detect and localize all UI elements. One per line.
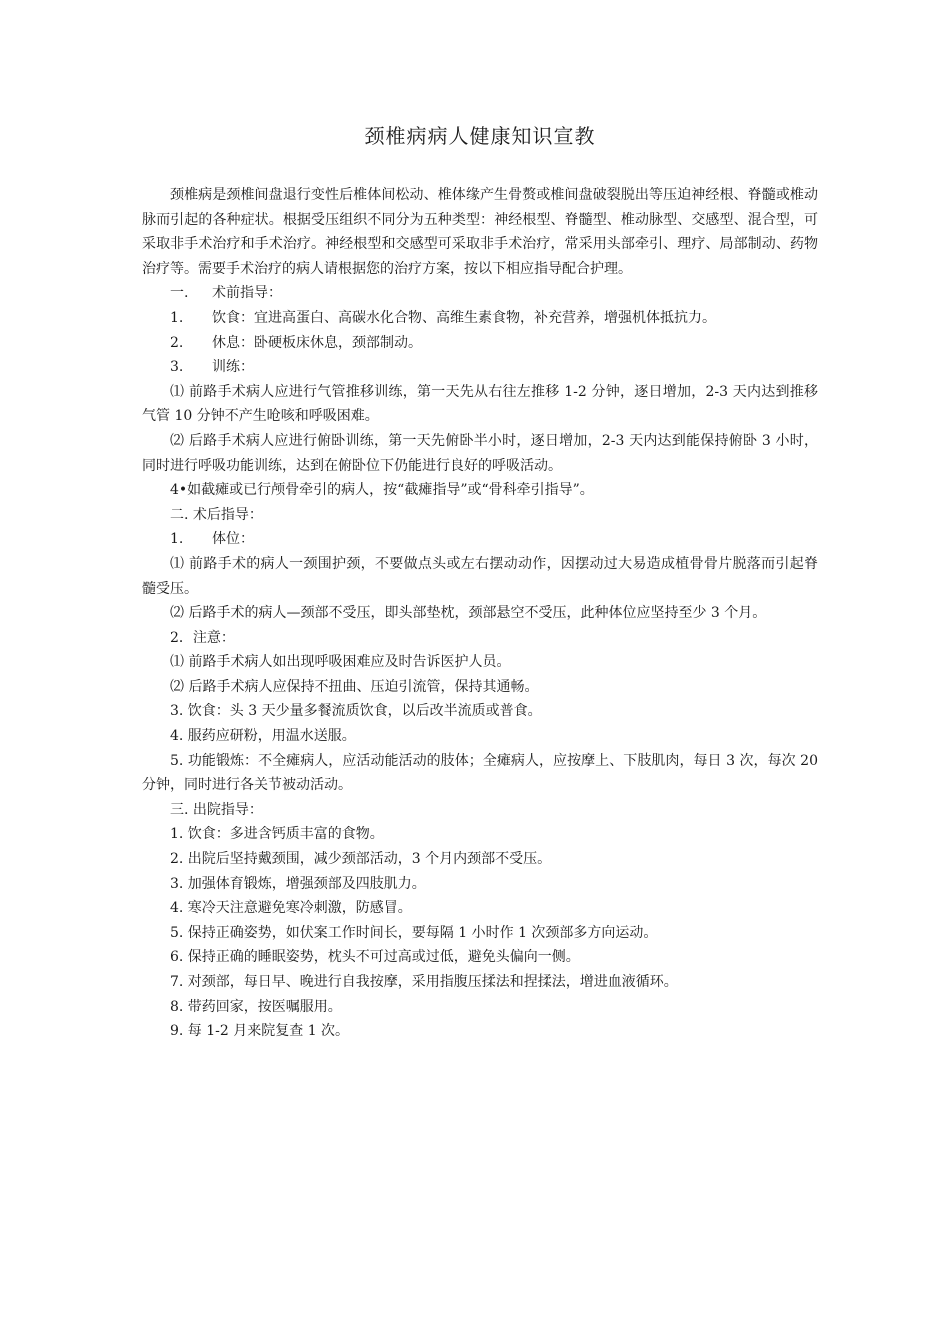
section-3-item: 4. 寒冷天注意避免寒冷刺激，防感冒。 <box>170 900 412 917</box>
section-2-item-1 <box>142 527 818 552</box>
section-3-item: 7. 对颈部，每日早、晚进行自我按摩，采用指腹压揉法和捏揉法，增进血液循环。 <box>170 974 678 990</box>
section-2-item-4: 4. 服药应研粉，用温水送服。 <box>170 728 356 745</box>
section-1-item-3 <box>142 355 818 380</box>
item-text: 体位： <box>212 531 254 548</box>
section-1-item-3a: ⑴ 前路手术病人应进行气管推移训练，第一天先从右往左推移 1-2 分钟，逐日增加，2-3 天内达到推移气管 10 分钟不产生呛咳和呼吸困难。 <box>142 383 818 425</box>
item-text: 训练： <box>212 359 254 376</box>
section-2-item-1b: ⑵ 后路手术的病人—颈部不受压，即头部垫枕，颈部悬空不受压，此种体位应坚持至少 3 个月。 <box>170 605 767 622</box>
section-2-item-3: 3. 饮食：头 3 天少量多餐流质饮食，以后改半流质或普食。 <box>170 703 542 720</box>
section-2-item-2a: ⑴ 前路手术病人如出现呼吸困难应及时告诉医护人员。 <box>170 654 511 671</box>
document-title: 颈椎病病人健康知识宣教 <box>364 124 596 148</box>
section-1-item-2 <box>142 331 818 356</box>
section-3-heading: 三. 出院指导： <box>170 801 263 818</box>
item-number: 1. <box>170 309 184 326</box>
section-3-item: 1. 饮食：多进含钙质丰富的食物。 <box>170 826 384 843</box>
section-3-item: 9. 每 1-2 月来院复查 1 次。 <box>170 1023 350 1040</box>
document-body <box>142 183 818 1044</box>
item-number: 3. <box>170 359 184 376</box>
section-2-heading: 二. 术后指导： <box>170 506 263 523</box>
section-3-item: 5. 保持正确姿势，如伏案工作时间长，要每隔 1 小时作 1 次颈部多方向运动。 <box>170 924 658 941</box>
section-2-item-1a: ⑴ 前路手术的病人一颈围护颈，不要做点头或左右摆动动作，因摆动过大易造成植骨骨片脱落而引起脊髓受压。 <box>142 555 818 597</box>
section-1-heading <box>142 281 818 306</box>
item-number: 1. <box>170 531 184 548</box>
section-2-item-2b: ⑵ 后路手术病人应保持不扭曲、压迫引流管，保持其通畅。 <box>170 678 539 695</box>
section-2-item-2: 2．注意： <box>170 629 235 646</box>
item-text: 休息：卧硬板床休息，颈部制动。 <box>212 334 422 351</box>
intro-paragraph: 颈椎病是颈椎间盘退行变性后椎体间松动、椎体缘产生骨赘或椎间盘破裂脱出等压迫神经根、脊髓或椎动脉而引起的各种症状。根据受压组织不同分为五种类型：神经根型、脊髓型、椎动脉型、交感型、混合型，可采取非手术治疗和手术治疗。神经根型和交感型可采取非手术治疗，常采用头部牵引、理疗、局部制动、药物治疗等。需要手术治疗的病人请根据您的治疗方案，按以下相应指导配合护理。 <box>142 187 818 277</box>
section-3-item: 8. 带药回家，按医嘱服用。 <box>170 998 342 1015</box>
section-1-title: 术前指导： <box>212 285 282 302</box>
item-text: 饮食：宜进高蛋白、高碳水化合物、高维生素食物，补充营养，增强机体抵抗力。 <box>212 309 716 326</box>
section-1-item-4: 4•如截瘫或已行颅骨牵引的病人，按“截瘫指导”或“骨科牵引指导”。 <box>170 482 594 499</box>
section-1-item-3b: ⑵ 后路手术病人应进行俯卧训练，第一天先俯卧半小时，逐日增加，2-3 天内达到能保持俯卧 3 小时，同时进行呼吸功能训练，达到在俯卧位下仍能进行良好的呼吸活动。 <box>142 432 818 474</box>
section-3-item: 6. 保持正确的睡眠姿势，枕头不可过高或过低，避免头偏向一侧。 <box>170 949 580 966</box>
section-3-item: 3. 加强体育锻炼，增强颈部及四肢肌力。 <box>170 875 426 892</box>
item-number: 2. <box>170 334 184 351</box>
section-2-item-5: 5. 功能锻炼：不全瘫病人，应活动能活动的肢体；全瘫病人，应按摩上、下肢肌肉，每日 3 次，每次 20 分钟，同时进行各关节被动活动。 <box>142 752 818 794</box>
section-1-item-1 <box>142 306 818 331</box>
section-3-item: 2. 出院后坚持戴颈围，减少颈部活动，3 个月内颈部不受压。 <box>170 851 552 868</box>
section-1-number: 一. <box>170 285 189 302</box>
